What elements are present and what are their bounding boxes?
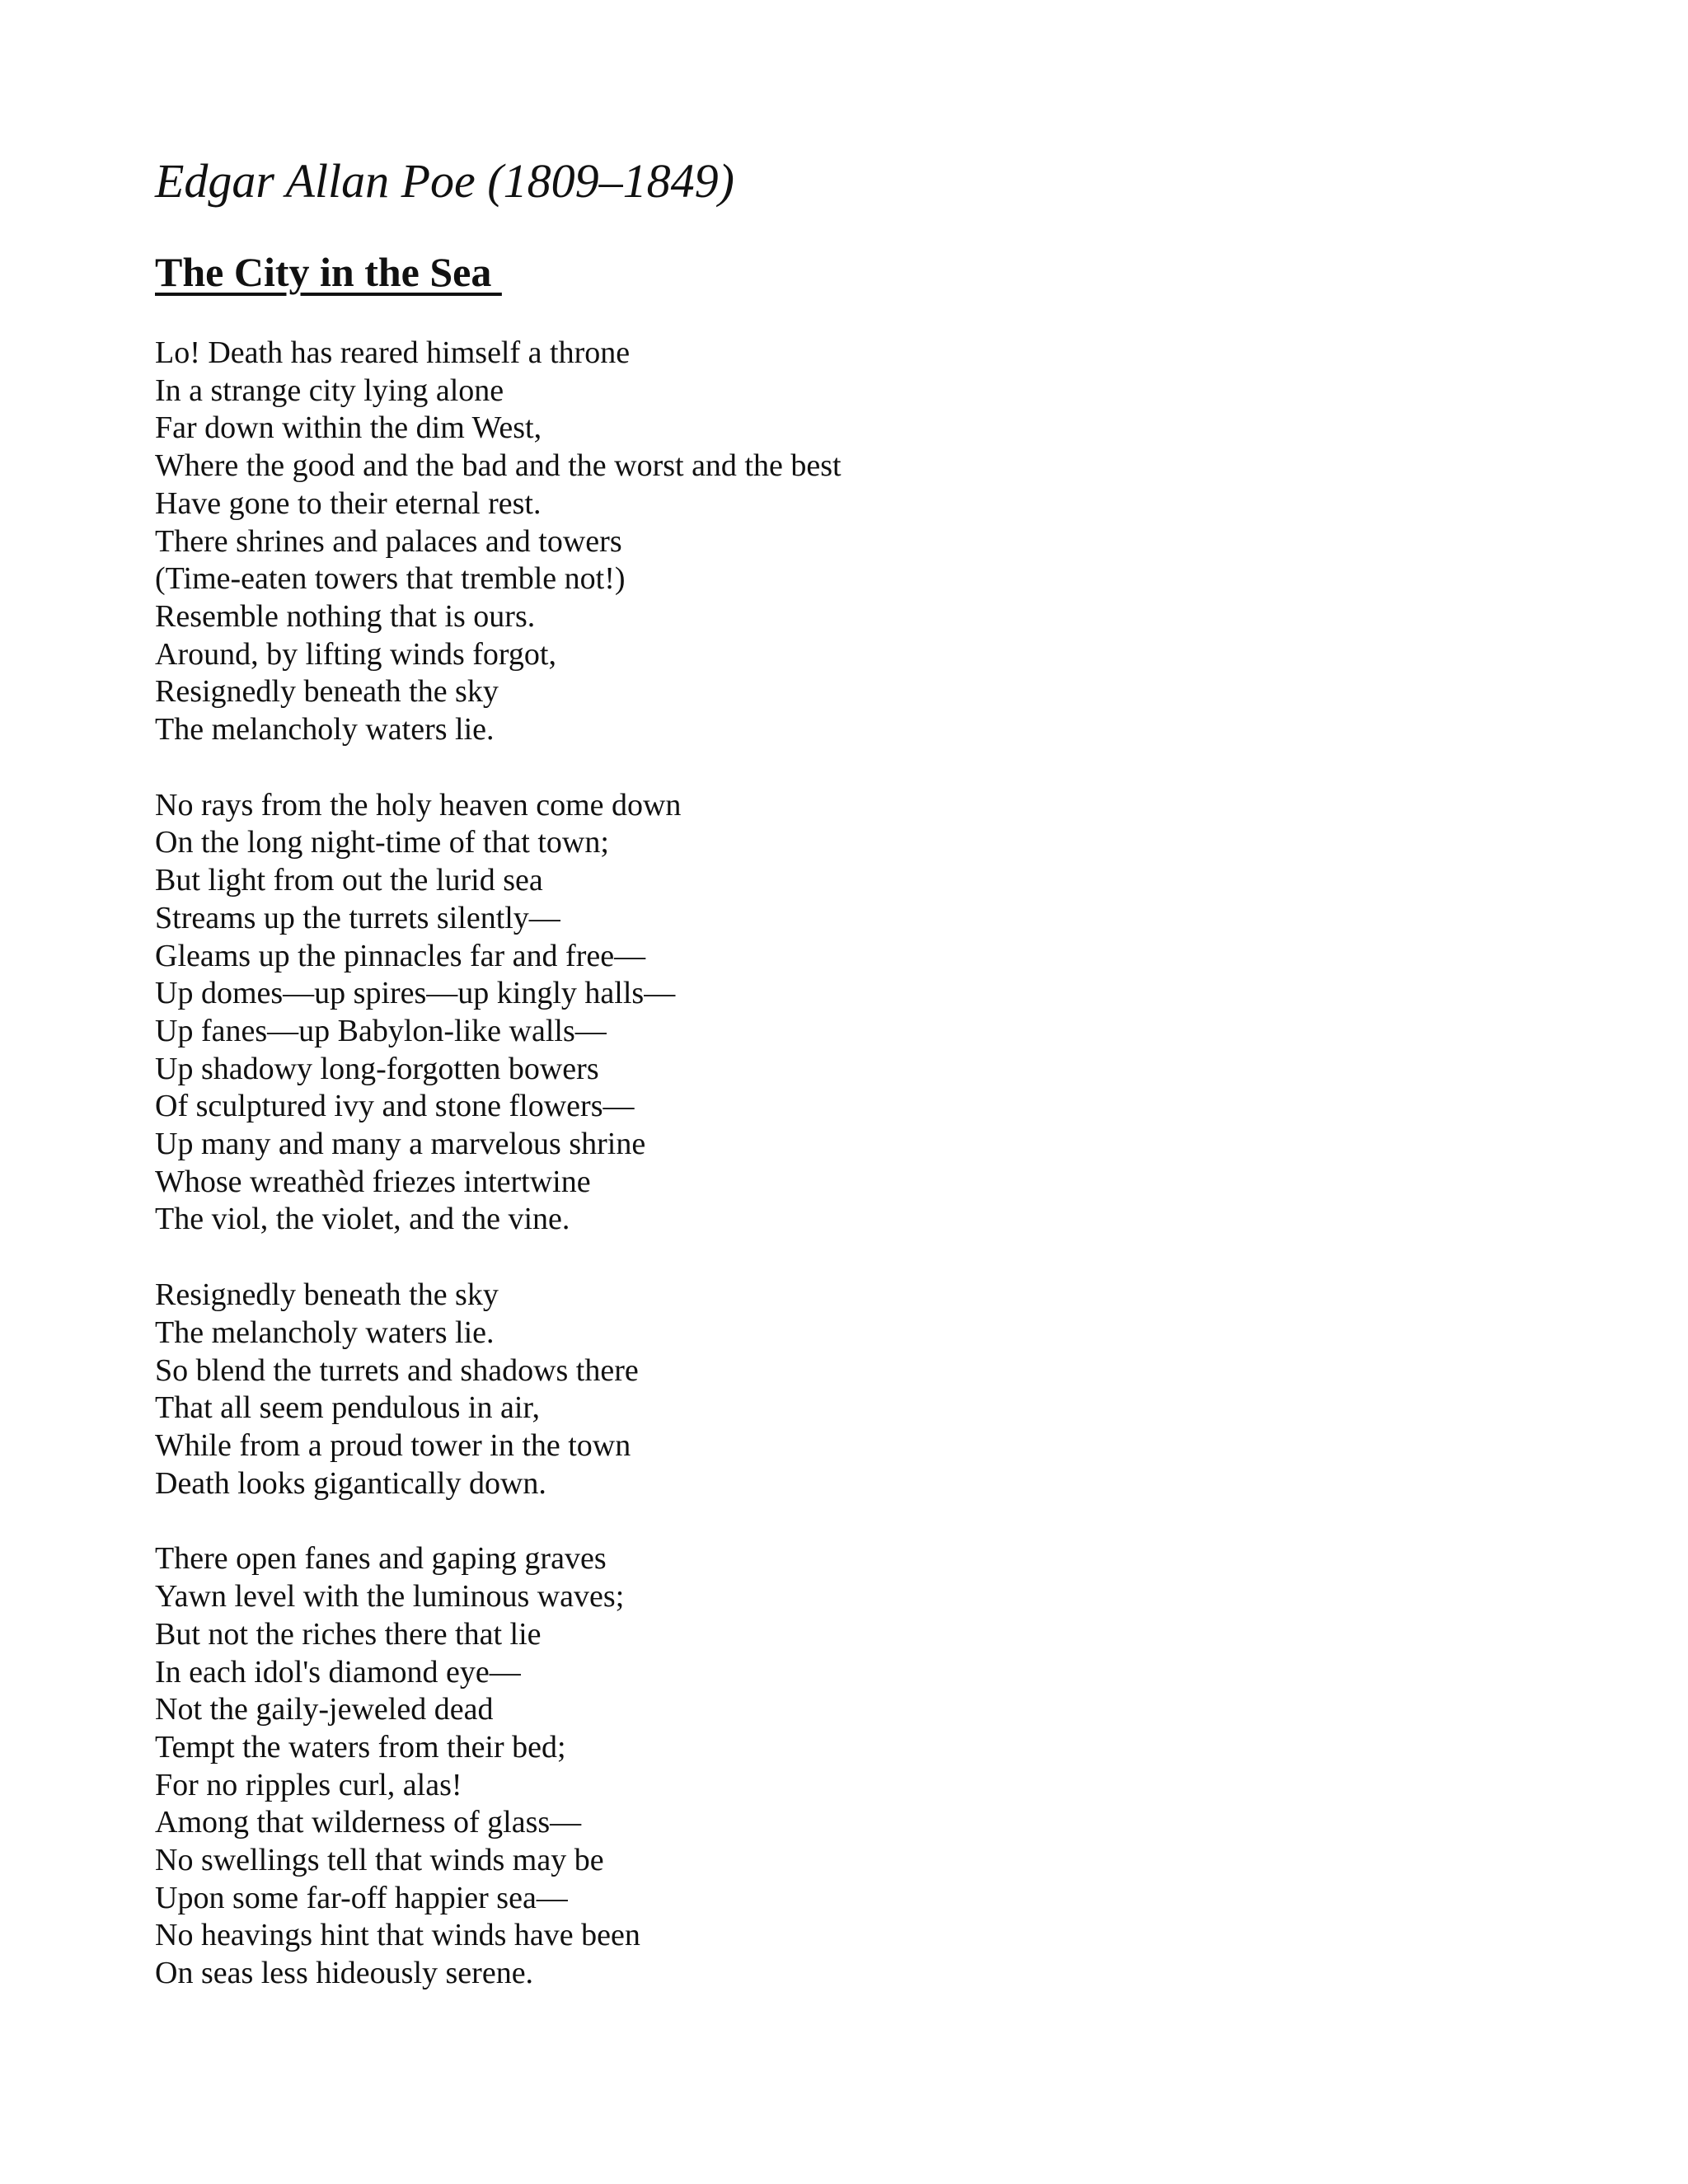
stanza [155, 1540, 1639, 1992]
poem-line: So blend the turrets and shadows there [155, 1352, 639, 1388]
stanza [155, 787, 1639, 1239]
poem-line: That all seem pendulous in air, [155, 1390, 541, 1426]
poem-line: (Time-eaten towers that tremble not!) [155, 561, 626, 597]
poem-line: Up domes—up spires—up kingly halls— [155, 976, 676, 1011]
poem-line: For no ripples curl, alas! [155, 1767, 462, 1802]
poem-line: Yawn level with the luminous waves; [155, 1579, 625, 1615]
poem-line: In each idol's diamond eye— [155, 1654, 521, 1690]
poem-line: Lo! Death has reared himself a throne [155, 335, 631, 370]
poem-line: Resignedly beneath the sky [155, 1277, 499, 1313]
poem-line: Tempt the waters from their bed; [155, 1729, 566, 1765]
poem-line: The viol, the violet, and the vine. [155, 1202, 570, 1237]
poem-line: No heavings hint that winds have been [155, 1918, 640, 1953]
poem-body [155, 335, 1639, 2031]
poem-line: Resignedly beneath the sky [155, 674, 499, 710]
poem-line: The melancholy waters lie. [155, 1315, 495, 1350]
poem-line: Where the good and the bad and the worst and the best [155, 448, 842, 484]
poem-line: On the long night-time of that town; [155, 825, 609, 860]
poem-line: No swellings tell that winds may be [155, 1843, 604, 1878]
poem-line: There shrines and palaces and towers [155, 523, 622, 559]
poem-line: Whose wreathèd friezes intertwine [155, 1164, 591, 1199]
poem-line: Gleams up the pinnacles far and free— [155, 938, 646, 973]
poem-line: Around, by lifting winds forgot, [155, 636, 556, 672]
poem-line: There open fanes and gaping graves [155, 1541, 607, 1577]
poem-line: Up shadowy long-forgotten bowers [155, 1051, 599, 1086]
poem-line: Streams up the turrets silently— [155, 900, 560, 935]
poem-line: On seas less hideously serene. [155, 1956, 534, 1991]
poem-line: Not the gaily-jeweled dead [155, 1692, 494, 1727]
author-heading: Edgar Allan Poe (1809–1849) [155, 154, 734, 208]
poem-line: Up fanes—up Babylon-like walls— [155, 1013, 607, 1048]
poem-line: Have gone to their eternal rest. [155, 485, 542, 521]
poem-line: But not the riches there that lie [155, 1616, 542, 1652]
poem-line: Resemble nothing that is ours. [155, 598, 536, 634]
stanza [155, 335, 1639, 749]
poem-line: Death looks gigantically down. [155, 1465, 546, 1501]
poem-line: Far down within the dim West, [155, 410, 542, 446]
poem-line: Up many and many a marvelous shrine [155, 1127, 646, 1162]
poem-line: No rays from the holy heaven come down [155, 787, 682, 823]
poem-title: The City in the Sea [155, 249, 502, 295]
poem-line: Among that wilderness of glass— [155, 1805, 582, 1840]
poem-line: But light from out the lurid sea [155, 863, 543, 898]
poem-line: In a strange city lying alone [155, 373, 504, 408]
poem-line: While from a proud tower in the town [155, 1427, 631, 1463]
poem-line: Upon some far-off happier sea— [155, 1880, 568, 1915]
poem-line: Of sculptured ivy and stone flowers— [155, 1089, 635, 1124]
poem-line: The melancholy waters lie. [155, 712, 495, 748]
stanza [155, 1277, 1639, 1502]
